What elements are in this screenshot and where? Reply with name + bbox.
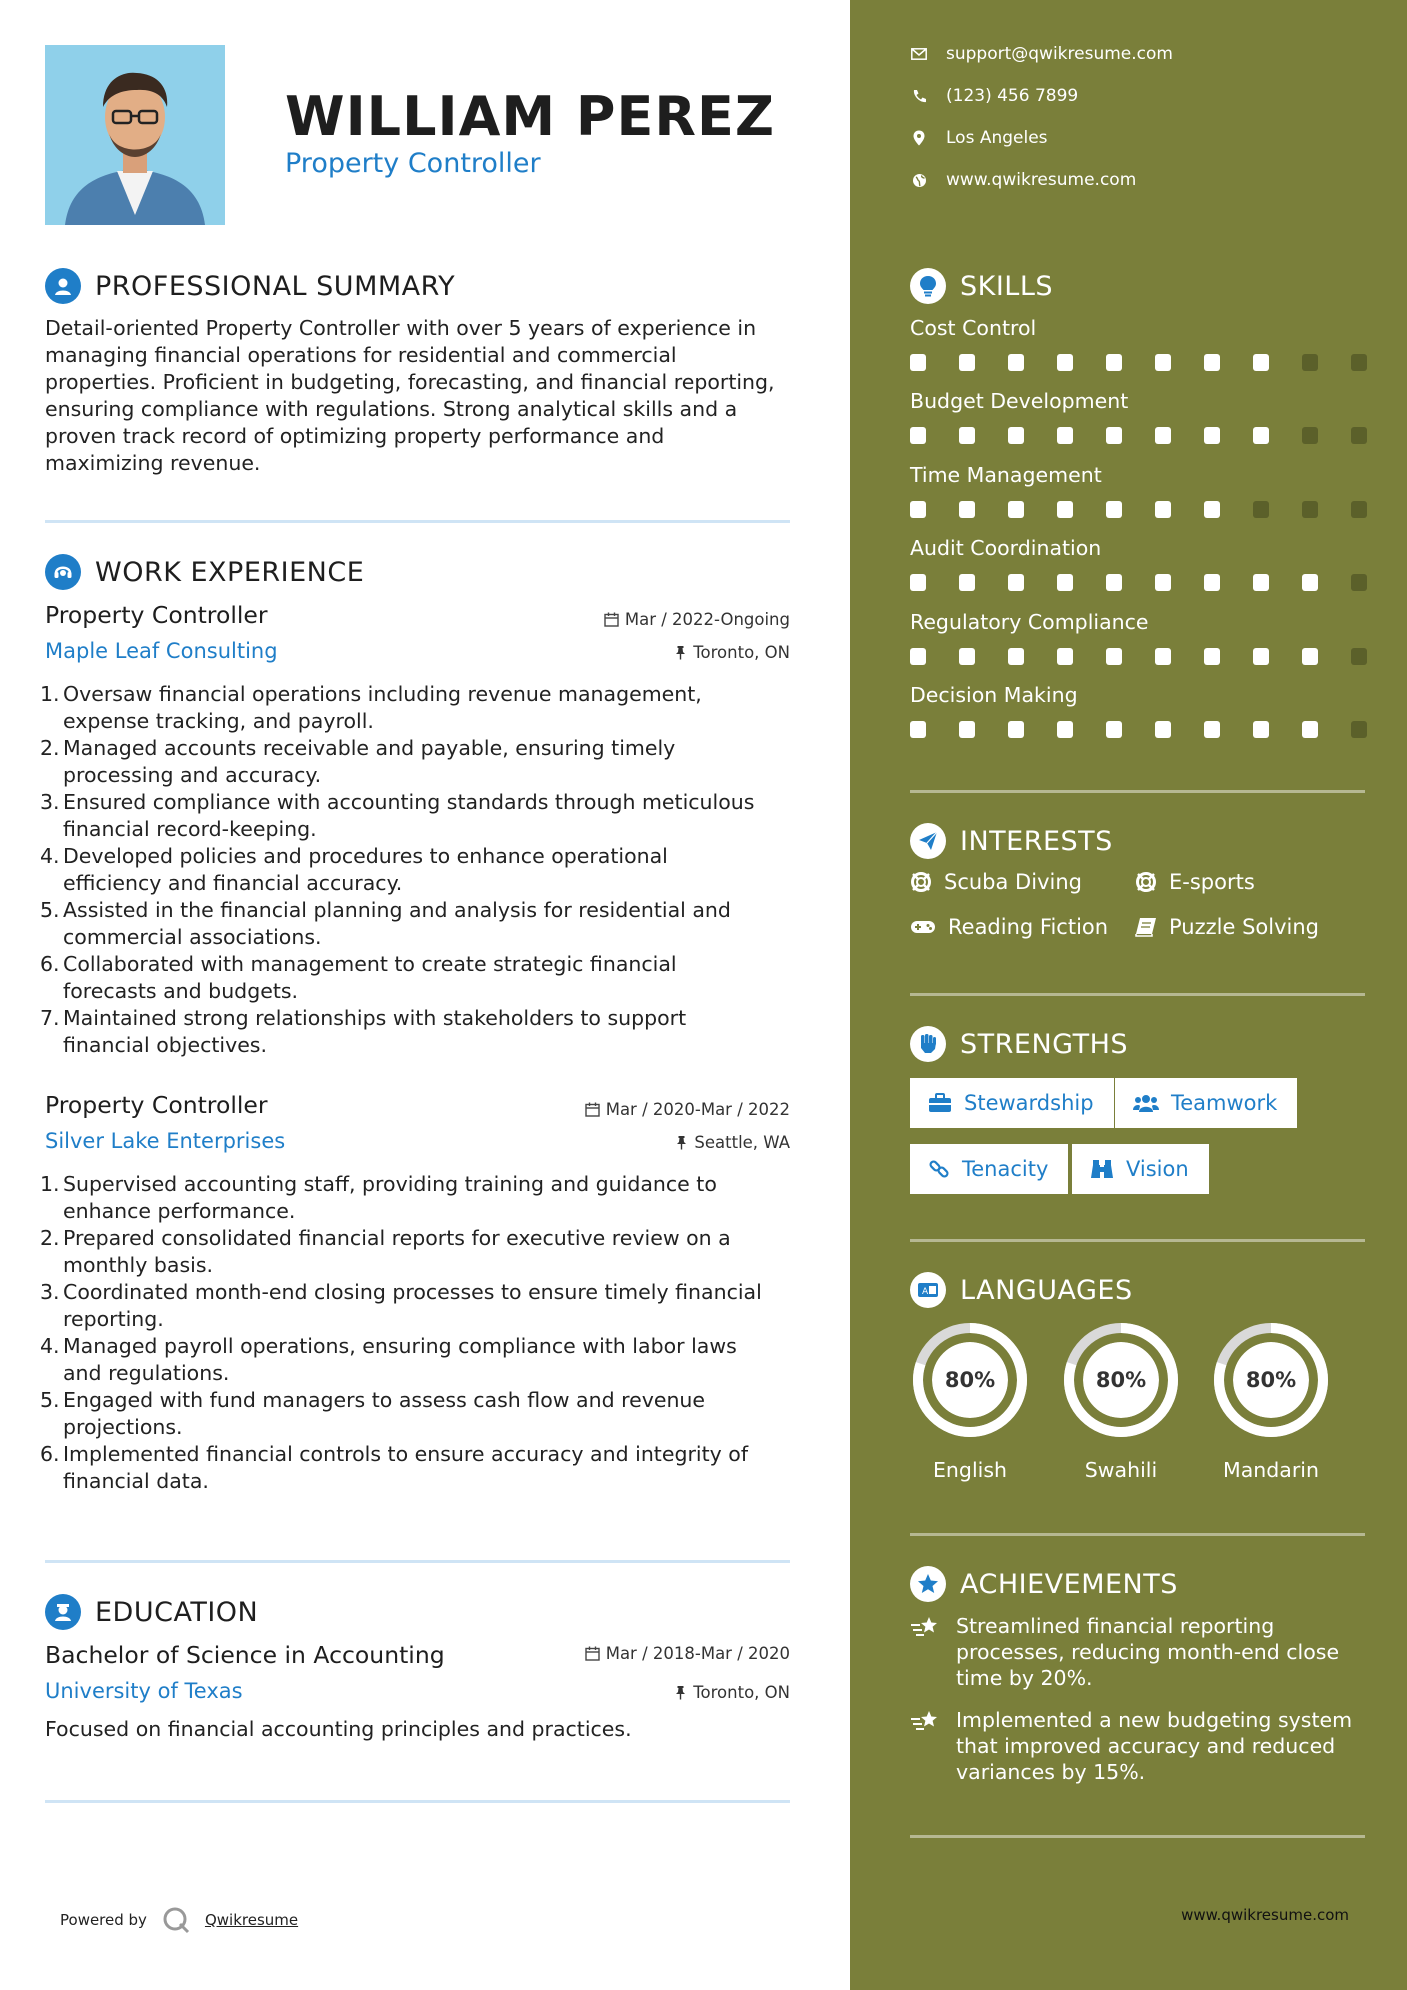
interests-heading bbox=[910, 823, 1113, 859]
strength-tag bbox=[910, 1144, 1068, 1194]
summary-line: ensuring compliance with regulations. Strong analytical skills and a bbox=[45, 397, 738, 421]
skill-name: Decision Making bbox=[910, 683, 1078, 707]
duty-line: expense tracking, and payroll. bbox=[63, 709, 374, 733]
rating-dot-empty bbox=[1351, 427, 1367, 444]
summary-text bbox=[45, 315, 790, 477]
sidebar bbox=[850, 0, 1407, 1990]
gamepad-icon bbox=[910, 918, 936, 936]
footer-website-link[interactable]: www.qwikresume.com bbox=[1181, 1906, 1349, 1924]
rating-dot-filled bbox=[1057, 721, 1073, 738]
strength-tag bbox=[1072, 1144, 1209, 1194]
strength-tag bbox=[910, 1078, 1114, 1128]
duty-line: 2. Managed accounts receivable and payable, ensuring timely bbox=[40, 736, 676, 760]
rating-dot-filled bbox=[1057, 648, 1073, 665]
skill-name: Budget Development bbox=[910, 389, 1129, 413]
contact-location-text: Los Angeles bbox=[946, 128, 1048, 148]
summary-title: PROFESSIONAL SUMMARY bbox=[95, 270, 456, 302]
rating-dot-filled bbox=[1302, 648, 1318, 665]
languages-heading bbox=[910, 1272, 1133, 1308]
languages-title: LANGUAGES bbox=[960, 1274, 1133, 1306]
achievement-item bbox=[910, 1707, 1370, 1785]
duty-line: 3. Coordinated month-end closing processes to ensure timely financial bbox=[40, 1280, 762, 1304]
rating-dot-filled bbox=[1106, 574, 1122, 591]
rating-dot-filled bbox=[1155, 574, 1171, 591]
rating-dot-filled bbox=[910, 427, 926, 444]
job-duties bbox=[40, 1171, 800, 1495]
company-name: Silver Lake Enterprises bbox=[45, 1129, 286, 1153]
language-progress-ring bbox=[1061, 1320, 1181, 1440]
rating-dot-empty bbox=[1351, 648, 1367, 665]
achievements-title: ACHIEVEMENTS bbox=[960, 1568, 1178, 1600]
interest-label: E-sports bbox=[1169, 870, 1255, 894]
rating-dot-filled bbox=[1155, 501, 1171, 518]
duty-line: projections. bbox=[63, 1415, 183, 1439]
skill-name: Regulatory Compliance bbox=[910, 610, 1149, 634]
job-dates bbox=[585, 1100, 790, 1119]
duty-line: 4. Managed payroll operations, ensuring compliance with labor laws bbox=[40, 1334, 737, 1358]
interests-title: INTERESTS bbox=[960, 825, 1113, 857]
language-progress-ring bbox=[1211, 1320, 1331, 1440]
rating-dot-filled bbox=[1204, 721, 1220, 738]
rating-dot-filled bbox=[1008, 427, 1024, 444]
calendar-icon bbox=[585, 1646, 600, 1661]
achievement-line: Streamlined financial reporting bbox=[956, 1614, 1275, 1638]
star-icon bbox=[910, 1566, 946, 1602]
skill-rating bbox=[910, 501, 1400, 518]
language-name: Mandarin bbox=[1223, 1458, 1319, 1482]
job-location bbox=[674, 643, 790, 662]
education-dates-text: Mar / 2018-Mar / 2020 bbox=[605, 1644, 790, 1663]
section-divider bbox=[910, 993, 1365, 996]
achievement-line: variances by 15%. bbox=[956, 1760, 1146, 1784]
achievement-line: that improved accuracy and reduced bbox=[956, 1734, 1336, 1758]
rating-dot-filled bbox=[959, 574, 975, 591]
interest-label: Scuba Diving bbox=[944, 870, 1082, 894]
duty-line: 6. Implemented financial controls to ensure accuracy and integrity of bbox=[40, 1442, 749, 1466]
rating-dot-filled bbox=[959, 501, 975, 518]
duty-line: 4. Developed policies and procedures to enhance operational bbox=[40, 844, 668, 868]
rating-dot-filled bbox=[910, 354, 926, 371]
duty-line: efficiency and financial accuracy. bbox=[63, 871, 403, 895]
calendar-icon bbox=[585, 1102, 600, 1117]
duty-line: and regulations. bbox=[63, 1361, 230, 1385]
rating-dot-filled bbox=[910, 574, 926, 591]
qwikresume-link[interactable]: Qwikresume bbox=[204, 1911, 299, 1929]
contact-email[interactable] bbox=[910, 44, 1173, 64]
strength-label: Teamwork bbox=[1171, 1091, 1278, 1115]
duty-line: reporting. bbox=[63, 1307, 164, 1331]
rating-dot-filled bbox=[1057, 354, 1073, 371]
duty-line: financial objectives. bbox=[63, 1033, 268, 1057]
duty-line: enhance performance. bbox=[63, 1199, 296, 1223]
skill-name: Time Management bbox=[910, 463, 1102, 487]
education-description: Focused on financial accounting principles and practices. bbox=[45, 1717, 632, 1741]
rating-dot-filled bbox=[1008, 501, 1024, 518]
contact-website-text: www.qwikresume.com bbox=[946, 170, 1137, 190]
achievement-line: time by 20%. bbox=[956, 1666, 1093, 1690]
education-dates bbox=[585, 1644, 790, 1663]
contact-email-text: support@qwikresume.com bbox=[946, 44, 1173, 64]
rating-dot-filled bbox=[1057, 427, 1073, 444]
achievement-item bbox=[910, 1613, 1370, 1691]
interest-item bbox=[1135, 870, 1255, 894]
contact-location bbox=[910, 128, 1048, 148]
rating-dot-filled bbox=[1253, 574, 1269, 591]
skills-title: SKILLS bbox=[960, 270, 1054, 302]
job-title: Property Controller bbox=[45, 1091, 268, 1119]
summary-line: managing financial operations for residential and commercial bbox=[45, 343, 677, 367]
rating-dot-filled bbox=[1155, 721, 1171, 738]
school-name: University of Texas bbox=[45, 1679, 243, 1703]
rating-dot-filled bbox=[1155, 354, 1171, 371]
users-icon bbox=[1133, 1093, 1159, 1113]
paper-plane-icon bbox=[910, 823, 946, 859]
strength-label: Stewardship bbox=[964, 1091, 1094, 1115]
rating-dot-filled bbox=[1155, 648, 1171, 665]
shooting-star-icon bbox=[910, 1707, 944, 1785]
section-divider bbox=[45, 1560, 790, 1563]
duty-line: 5. Assisted in the financial planning and analysis for residential and bbox=[40, 898, 731, 922]
rating-dot-filled bbox=[1253, 354, 1269, 371]
job-title: Property Controller bbox=[45, 601, 268, 629]
duty-line: 7. Maintained strong relationships with stakeholders to support bbox=[40, 1006, 687, 1030]
rating-dot-filled bbox=[1106, 501, 1122, 518]
candidate-name: WILLIAM PEREZ bbox=[285, 85, 775, 148]
skill-rating bbox=[910, 427, 1400, 444]
rating-dot-empty bbox=[1253, 501, 1269, 518]
book-icon bbox=[1135, 917, 1157, 937]
summary-line: properties. Proficient in budgeting, forecasting, and financial reporting, bbox=[45, 370, 775, 394]
language-name: English bbox=[932, 1458, 1008, 1482]
contact-phone-text: (123) 456 7899 bbox=[946, 86, 1079, 106]
strength-tag bbox=[1115, 1078, 1297, 1128]
duty-line: 2. Prepared consolidated financial reports for executive review on a bbox=[40, 1226, 731, 1250]
globe-icon bbox=[910, 173, 928, 188]
rating-dot-filled bbox=[1204, 427, 1220, 444]
map-marker-icon bbox=[910, 130, 928, 146]
education-location-text: Toronto, ON bbox=[693, 1683, 790, 1702]
job-location-text: Seattle, WA bbox=[694, 1133, 790, 1152]
rating-dot-filled bbox=[959, 721, 975, 738]
rating-dot-filled bbox=[1204, 574, 1220, 591]
headset-icon bbox=[45, 554, 81, 590]
rating-dot-filled bbox=[1106, 354, 1122, 371]
job-location-text: Toronto, ON bbox=[693, 643, 790, 662]
language-percent: 80% bbox=[1245, 1368, 1297, 1392]
interest-item bbox=[910, 870, 1082, 894]
job-dates-text: Mar / 2022-Ongoing bbox=[624, 610, 790, 629]
rating-dot-filled bbox=[959, 648, 975, 665]
job-duties bbox=[40, 681, 800, 1059]
rating-dot-empty bbox=[1302, 354, 1318, 371]
interest-item bbox=[1135, 915, 1319, 939]
rating-dot-empty bbox=[1351, 501, 1367, 518]
skills-heading bbox=[910, 268, 1053, 304]
language-item bbox=[910, 1320, 1030, 1482]
section-divider bbox=[910, 1239, 1365, 1242]
language-percent: 80% bbox=[1095, 1368, 1147, 1392]
rating-dot-empty bbox=[1351, 354, 1367, 371]
job-location bbox=[675, 1133, 790, 1152]
powered-by-label: Powered by bbox=[60, 1911, 147, 1929]
life-ring-icon bbox=[910, 871, 932, 893]
strengths-heading bbox=[910, 1026, 1128, 1062]
shooting-star-icon bbox=[910, 1613, 944, 1691]
job-dates-text: Mar / 2020-Mar / 2022 bbox=[605, 1100, 790, 1119]
rating-dot-filled bbox=[1302, 574, 1318, 591]
rating-dot-filled bbox=[1057, 501, 1073, 518]
pin-icon bbox=[675, 1135, 688, 1150]
duty-line: commercial associations. bbox=[63, 925, 322, 949]
section-divider bbox=[910, 790, 1365, 793]
rating-dot-empty bbox=[1351, 574, 1367, 591]
duty-line: 6. Collaborated with management to create strategic financial bbox=[40, 952, 677, 976]
duty-line: 1. Oversaw financial operations including revenue management, bbox=[40, 682, 702, 706]
company-name: Maple Leaf Consulting bbox=[45, 639, 278, 663]
language-item bbox=[1211, 1320, 1331, 1482]
skill-name: Cost Control bbox=[910, 316, 1037, 340]
education-location bbox=[674, 1683, 790, 1702]
rating-dot-filled bbox=[1106, 721, 1122, 738]
profile-photo bbox=[45, 45, 225, 225]
contact-phone[interactable] bbox=[910, 86, 1078, 106]
pin-icon bbox=[674, 645, 687, 660]
summary-line: maximizing revenue. bbox=[45, 451, 261, 475]
briefcase-icon bbox=[928, 1093, 952, 1113]
duty-line: financial data. bbox=[63, 1469, 209, 1493]
summary-line: Detail-oriented Property Controller with over 5 years of experience in bbox=[45, 316, 757, 340]
language-progress-ring bbox=[910, 1320, 1030, 1440]
rating-dot-empty bbox=[1351, 721, 1367, 738]
summary-line: proven track record of optimizing property performance and bbox=[45, 424, 665, 448]
rating-dot-filled bbox=[1253, 427, 1269, 444]
summary-heading bbox=[45, 268, 455, 304]
duty-line: processing and accuracy. bbox=[63, 763, 322, 787]
skill-name: Audit Coordination bbox=[910, 536, 1102, 560]
rating-dot-filled bbox=[1057, 574, 1073, 591]
binoculars-icon bbox=[1090, 1159, 1114, 1179]
rating-dot-filled bbox=[1204, 501, 1220, 518]
skill-rating bbox=[910, 648, 1400, 665]
duty-line: monthly basis. bbox=[63, 1253, 214, 1277]
rating-dot-filled bbox=[910, 648, 926, 665]
language-percent: 80% bbox=[944, 1368, 996, 1392]
lightbulb-icon bbox=[910, 268, 946, 304]
rating-dot-filled bbox=[1253, 648, 1269, 665]
pin-icon bbox=[674, 1685, 687, 1700]
achievements-heading bbox=[910, 1566, 1178, 1602]
language-icon bbox=[910, 1272, 946, 1308]
section-divider bbox=[45, 1800, 790, 1803]
powered-by bbox=[60, 1905, 298, 1935]
rating-dot-filled bbox=[1008, 354, 1024, 371]
rating-dot-filled bbox=[1106, 427, 1122, 444]
duty-line: 3. Ensured compliance with accounting standards through meticulous bbox=[40, 790, 755, 814]
fist-icon bbox=[910, 1026, 946, 1062]
duty-line: forecasts and budgets. bbox=[63, 979, 299, 1003]
qwikresume-logo-icon bbox=[161, 1905, 191, 1935]
section-divider bbox=[910, 1835, 1365, 1838]
rating-dot-filled bbox=[1204, 354, 1220, 371]
calendar-icon bbox=[604, 612, 619, 627]
interest-label: Reading Fiction bbox=[948, 915, 1109, 939]
degree-title: Bachelor of Science in Accounting bbox=[45, 1641, 445, 1669]
strengths-title: STRENGTHS bbox=[960, 1028, 1129, 1060]
rating-dot-filled bbox=[1204, 648, 1220, 665]
skill-rating bbox=[910, 574, 1400, 591]
education-title: EDUCATION bbox=[95, 1596, 259, 1628]
education-heading bbox=[45, 1594, 258, 1630]
interest-label: Puzzle Solving bbox=[1169, 915, 1319, 939]
duty-line: financial record-keeping. bbox=[63, 817, 317, 841]
duty-line: 5. Engaged with fund managers to assess cash flow and revenue bbox=[40, 1388, 706, 1412]
rating-dot-filled bbox=[1155, 427, 1171, 444]
rating-dot-filled bbox=[910, 721, 926, 738]
rating-dot-empty bbox=[1302, 501, 1318, 518]
strength-label: Tenacity bbox=[962, 1157, 1049, 1181]
rating-dot-filled bbox=[1008, 721, 1024, 738]
section-divider bbox=[45, 520, 790, 523]
experience-heading bbox=[45, 554, 364, 590]
skill-rating bbox=[910, 721, 1400, 738]
graduate-icon bbox=[45, 1594, 81, 1630]
language-name: Swahili bbox=[1084, 1458, 1158, 1482]
link-icon bbox=[928, 1158, 950, 1180]
rating-dot-filled bbox=[1253, 721, 1269, 738]
rating-dot-filled bbox=[1106, 648, 1122, 665]
rating-dot-filled bbox=[959, 354, 975, 371]
life-ring-icon bbox=[1135, 871, 1157, 893]
rating-dot-empty bbox=[1302, 427, 1318, 444]
phone-icon bbox=[910, 89, 928, 104]
section-divider bbox=[910, 1533, 1365, 1536]
rating-dot-filled bbox=[1008, 574, 1024, 591]
rating-dot-filled bbox=[910, 501, 926, 518]
experience-title: WORK EXPERIENCE bbox=[95, 556, 365, 588]
language-item bbox=[1061, 1320, 1181, 1482]
achievement-line: processes, reducing month-end close bbox=[956, 1640, 1340, 1664]
interest-item bbox=[910, 915, 1108, 939]
rating-dot-filled bbox=[1008, 648, 1024, 665]
contact-website[interactable] bbox=[910, 170, 1136, 190]
rating-dot-filled bbox=[959, 427, 975, 444]
strength-label: Vision bbox=[1126, 1157, 1189, 1181]
user-icon bbox=[45, 268, 81, 304]
job-dates bbox=[604, 610, 790, 629]
candidate-title: Property Controller bbox=[285, 148, 541, 179]
skill-rating bbox=[910, 354, 1400, 371]
achievement-line: Implemented a new budgeting system bbox=[956, 1708, 1353, 1732]
duty-line: 1. Supervised accounting staff, providing training and guidance to bbox=[40, 1172, 717, 1196]
svg-text:A: A bbox=[922, 1287, 929, 1297]
rating-dot-filled bbox=[1302, 721, 1318, 738]
envelope-icon bbox=[910, 48, 928, 60]
